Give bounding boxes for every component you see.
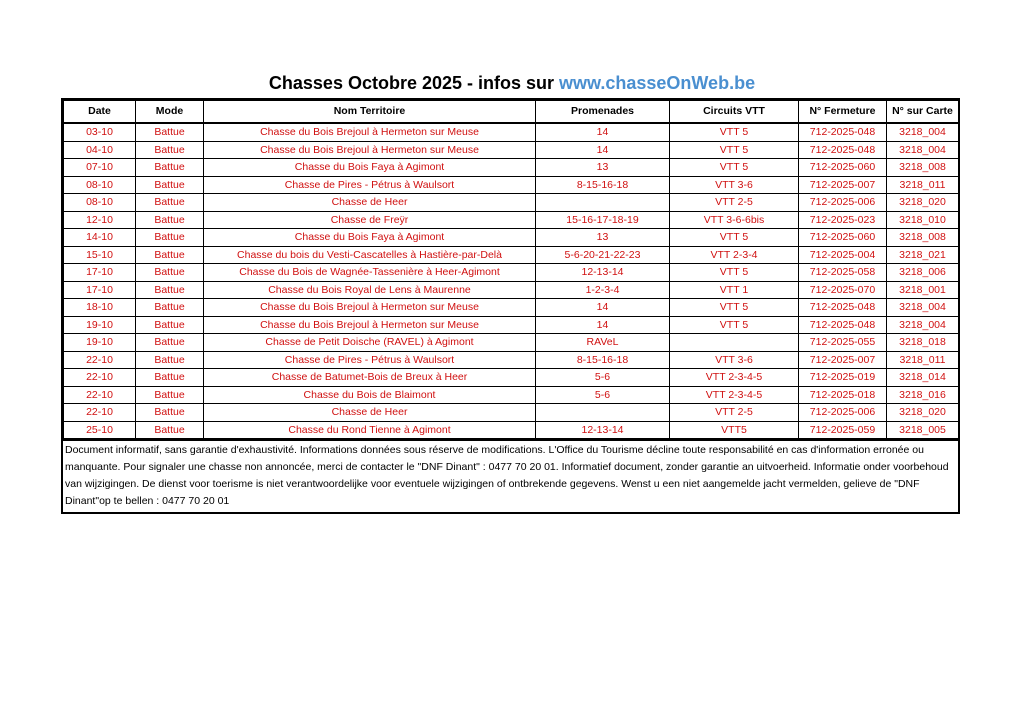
walks-cell: 8-15-16-18 xyxy=(536,176,670,194)
mode-cell: Battue xyxy=(136,246,204,264)
date-cell: 15-10 xyxy=(64,246,136,264)
closure-number-cell: 712-2025-007 xyxy=(799,176,887,194)
walks-cell: 15-16-17-18-19 xyxy=(536,211,670,229)
header-bike-circuits: Circuits VTT xyxy=(670,101,799,124)
map-number-cell: 3218_008 xyxy=(887,159,959,177)
mode-cell: Battue xyxy=(136,229,204,247)
title-text: Chasses Octobre 2025 - infos sur xyxy=(268,73,560,93)
closure-number-cell: 712-2025-007 xyxy=(799,351,887,369)
map-number-cell: 3218_018 xyxy=(887,334,959,352)
territory-cell: Chasse du Bois Royal de Lens à Maurenne xyxy=(204,281,536,299)
map-number-cell: 3218_020 xyxy=(887,194,959,212)
bike-circuits-cell: VTT 5 xyxy=(670,299,799,317)
territory-cell: Chasse du Bois de Wagnée-Tassenière à Heer-Agimont xyxy=(204,264,536,282)
date-cell: 17-10 xyxy=(64,264,136,282)
bike-circuits-cell: VTT 2-3-4 xyxy=(670,246,799,264)
mode-cell: Battue xyxy=(136,159,204,177)
mode-cell: Battue xyxy=(136,176,204,194)
date-cell: 22-10 xyxy=(64,386,136,404)
hunting-schedule xyxy=(61,98,960,514)
bike-circuits-cell: VTT 3-6 xyxy=(670,176,799,194)
closure-number-cell: 712-2025-048 xyxy=(799,316,887,334)
mode-cell: Battue xyxy=(136,123,204,141)
walks-cell: 8-15-16-18 xyxy=(536,351,670,369)
walks-cell: 1-2-3-4 xyxy=(536,281,670,299)
date-cell: 14-10 xyxy=(64,229,136,247)
bike-circuits-cell: VTT 5 xyxy=(670,229,799,247)
closure-number-cell: 712-2025-059 xyxy=(799,421,887,439)
bike-circuits-cell: VTT 2-5 xyxy=(670,194,799,212)
header-mode: Mode xyxy=(136,101,204,124)
territory-cell: Chasse de Heer xyxy=(204,404,536,422)
date-cell: 04-10 xyxy=(64,141,136,159)
map-number-cell: 3218_001 xyxy=(887,281,959,299)
closure-number-cell: 712-2025-048 xyxy=(799,123,887,141)
mode-cell: Battue xyxy=(136,141,204,159)
table-row xyxy=(64,299,959,317)
closure-number-cell: 712-2025-006 xyxy=(799,404,887,422)
territory-cell: Chasse du Bois Brejoul à Hermeton sur Meuse xyxy=(204,123,536,141)
closure-number-cell: 712-2025-006 xyxy=(799,194,887,212)
territory-cell: Chasse du Bois Faya à Agimont xyxy=(204,159,536,177)
map-number-cell: 3218_011 xyxy=(887,176,959,194)
mode-cell: Battue xyxy=(136,351,204,369)
territory-cell: Chasse du Bois Faya à Agimont xyxy=(204,229,536,247)
mode-cell: Battue xyxy=(136,386,204,404)
header-date: Date xyxy=(64,101,136,124)
bike-circuits-cell: VTT 2-5 xyxy=(670,404,799,422)
header-territory: Nom Territoire xyxy=(204,101,536,124)
closure-number-cell: 712-2025-048 xyxy=(799,299,887,317)
walks-cell: 13 xyxy=(536,159,670,177)
walks-cell: RAVeL xyxy=(536,334,670,352)
closure-number-cell: 712-2025-048 xyxy=(799,141,887,159)
date-cell: 19-10 xyxy=(64,316,136,334)
date-cell: 22-10 xyxy=(64,369,136,387)
table-row xyxy=(64,194,959,212)
walks-cell: 13 xyxy=(536,229,670,247)
closure-number-cell: 712-2025-060 xyxy=(799,159,887,177)
closure-number-cell: 712-2025-023 xyxy=(799,211,887,229)
walks-cell: 14 xyxy=(536,123,670,141)
bike-circuits-cell: VTT5 xyxy=(670,421,799,439)
map-number-cell: 3218_005 xyxy=(887,421,959,439)
closure-number-cell: 712-2025-060 xyxy=(799,229,887,247)
date-cell: 22-10 xyxy=(64,351,136,369)
table-row xyxy=(64,404,959,422)
territory-cell: Chasse du bois du Vesti-Cascatelles à Hastière-par-Delà xyxy=(204,246,536,264)
table-row xyxy=(64,369,959,387)
table-row xyxy=(64,351,959,369)
walks-cell: 5-6 xyxy=(536,386,670,404)
mode-cell: Battue xyxy=(136,421,204,439)
table-row xyxy=(64,176,959,194)
territory-cell: Chasse du Rond Tienne à Agimont xyxy=(204,421,536,439)
walks-cell xyxy=(536,194,670,212)
mode-cell: Battue xyxy=(136,264,204,282)
closure-number-cell: 712-2025-058 xyxy=(799,264,887,282)
date-cell: 25-10 xyxy=(64,421,136,439)
table-row xyxy=(64,316,959,334)
territory-cell: Chasse du Bois Brejoul à Hermeton sur Meuse xyxy=(204,299,536,317)
date-cell: 19-10 xyxy=(64,334,136,352)
map-number-cell: 3218_004 xyxy=(887,141,959,159)
table-row xyxy=(64,211,959,229)
walks-cell: 12-13-14 xyxy=(536,421,670,439)
closure-number-cell: 712-2025-004 xyxy=(799,246,887,264)
closure-number-cell: 712-2025-019 xyxy=(799,369,887,387)
map-number-cell: 3218_004 xyxy=(887,316,959,334)
header-walks: Promenades xyxy=(536,101,670,124)
header-row xyxy=(64,101,959,124)
mode-cell: Battue xyxy=(136,404,204,422)
territory-cell: Chasse du Bois Brejoul à Hermeton sur Meuse xyxy=(204,141,536,159)
date-cell: 03-10 xyxy=(64,123,136,141)
table-row xyxy=(64,246,959,264)
mode-cell: Battue xyxy=(136,334,204,352)
bike-circuits-cell: VTT 5 xyxy=(670,159,799,177)
date-cell: 22-10 xyxy=(64,404,136,422)
table-row xyxy=(64,159,959,177)
map-number-cell: 3218_008 xyxy=(887,229,959,247)
website-link[interactable]: www.chasseOnWeb.be xyxy=(559,73,756,93)
territory-cell: Chasse de Petit Doische (RAVEL) à Agimont xyxy=(204,334,536,352)
table-row xyxy=(64,421,959,439)
disclaimer-note: Document informatif, sans garantie d'exhaustivité. Informations données sous réserve de modifications. L'Office du Tourisme décline toute responsabilité en cas d'information erronée ou manquante. Pour signaler une chasse non annoncée, merci de contacter le "DNF Dinant" : 0477 70 20 01. Informatief document, zonder garantie an uitvoerheid. Informatie onder voorbehoud van wijzigingen. De dienst voor toerisme is niet verantwoordelijke voor eventuele wijzigingen of ontbrekende gegevens. Wenst u een niet aangemelde jacht vermelden, gelieve de "DNF Dinant"op te bellen : 0477 70 20 01 xyxy=(63,439,958,512)
map-number-cell: 3218_006 xyxy=(887,264,959,282)
territory-cell: Chasse de Batumet-Bois de Breux à Heer xyxy=(204,369,536,387)
map-number-cell: 3218_011 xyxy=(887,351,959,369)
date-cell: 12-10 xyxy=(64,211,136,229)
bike-circuits-cell: VTT 2-3-4-5 xyxy=(670,386,799,404)
bike-circuits-cell: VTT 5 xyxy=(670,123,799,141)
map-number-cell: 3218_014 xyxy=(887,369,959,387)
header-map-number: N° sur Carte xyxy=(887,101,959,124)
walks-cell: 14 xyxy=(536,141,670,159)
map-number-cell: 3218_010 xyxy=(887,211,959,229)
territory-cell: Chasse de Freÿr xyxy=(204,211,536,229)
closure-number-cell: 712-2025-055 xyxy=(799,334,887,352)
bike-circuits-cell: VTT 1 xyxy=(670,281,799,299)
hunting-table xyxy=(63,100,959,439)
table-row xyxy=(64,229,959,247)
bike-circuits-cell: VTT 2-3-4-5 xyxy=(670,369,799,387)
mode-cell: Battue xyxy=(136,281,204,299)
territory-cell: Chasse du Bois Brejoul à Hermeton sur Meuse xyxy=(204,316,536,334)
territory-cell: Chasse du Bois de Blaimont xyxy=(204,386,536,404)
closure-number-cell: 712-2025-018 xyxy=(799,386,887,404)
bike-circuits-cell: VTT 5 xyxy=(670,316,799,334)
mode-cell: Battue xyxy=(136,299,204,317)
walks-cell: 12-13-14 xyxy=(536,264,670,282)
table-row xyxy=(64,264,959,282)
date-cell: 08-10 xyxy=(64,194,136,212)
header-closure-number: N° Fermeture xyxy=(799,101,887,124)
territory-cell: Chasse de Heer xyxy=(204,194,536,212)
closure-number-cell: 712-2025-070 xyxy=(799,281,887,299)
walks-cell: 5-6 xyxy=(536,369,670,387)
date-cell: 07-10 xyxy=(64,159,136,177)
map-number-cell: 3218_020 xyxy=(887,404,959,422)
table-row xyxy=(64,334,959,352)
date-cell: 18-10 xyxy=(64,299,136,317)
map-number-cell: 3218_016 xyxy=(887,386,959,404)
territory-cell: Chasse de Pires - Pétrus à Waulsort xyxy=(204,351,536,369)
map-number-cell: 3218_004 xyxy=(887,299,959,317)
mode-cell: Battue xyxy=(136,211,204,229)
table-row xyxy=(64,123,959,141)
bike-circuits-cell xyxy=(670,334,799,352)
table-row xyxy=(64,141,959,159)
date-cell: 17-10 xyxy=(64,281,136,299)
bike-circuits-cell: VTT 3-6 xyxy=(670,351,799,369)
page-title xyxy=(0,70,1024,96)
mode-cell: Battue xyxy=(136,194,204,212)
date-cell: 08-10 xyxy=(64,176,136,194)
map-number-cell: 3218_021 xyxy=(887,246,959,264)
bike-circuits-cell: VTT 5 xyxy=(670,264,799,282)
mode-cell: Battue xyxy=(136,369,204,387)
bike-circuits-cell: VTT 3-6-6bis xyxy=(670,211,799,229)
table-body xyxy=(64,123,959,439)
table-row xyxy=(64,386,959,404)
walks-cell: 14 xyxy=(536,316,670,334)
bike-circuits-cell: VTT 5 xyxy=(670,141,799,159)
walks-cell xyxy=(536,404,670,422)
table-row xyxy=(64,281,959,299)
mode-cell: Battue xyxy=(136,316,204,334)
territory-cell: Chasse de Pires - Pétrus à Waulsort xyxy=(204,176,536,194)
walks-cell: 14 xyxy=(536,299,670,317)
walks-cell: 5-6-20-21-22-23 xyxy=(536,246,670,264)
map-number-cell: 3218_004 xyxy=(887,123,959,141)
